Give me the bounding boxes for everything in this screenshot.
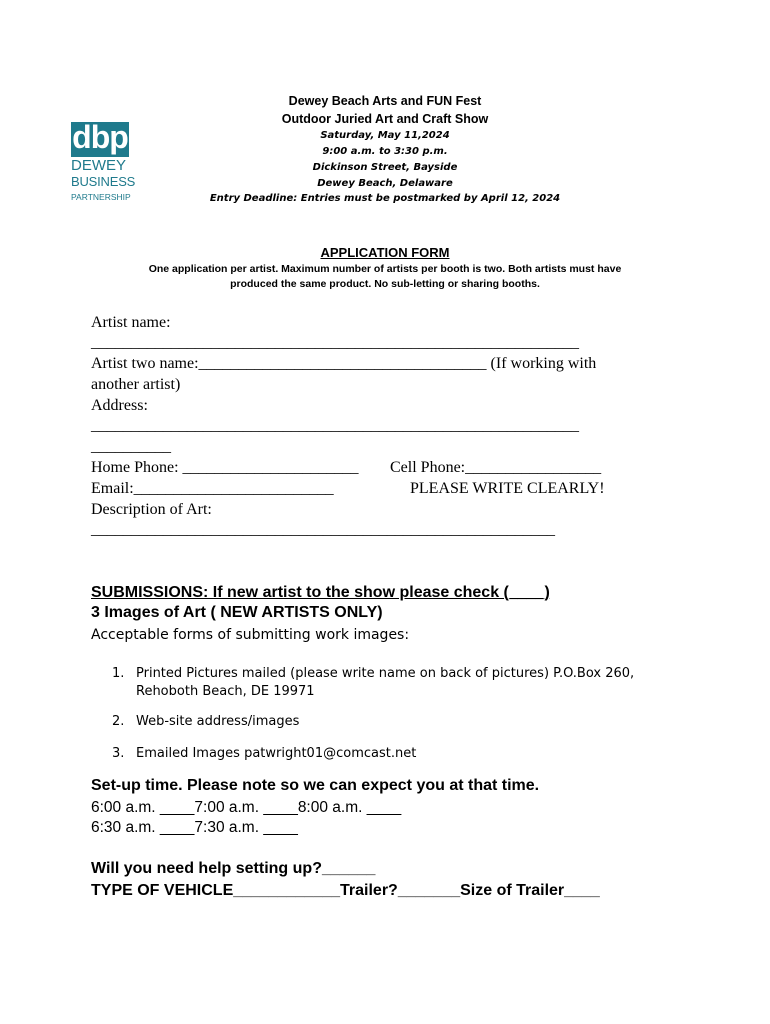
logo-letters: dbp xyxy=(72,119,128,155)
submission-item-1-num: 1. xyxy=(112,666,125,681)
logo-line-dewey: DEWEY xyxy=(71,157,127,174)
write-clearly-note: PLEASE WRITE CLEARLY! xyxy=(410,480,605,497)
form-intro xyxy=(80,262,690,292)
form-title: APPLICATION FORM xyxy=(320,245,450,260)
show-name: Outdoor Juried Art and Craft Show xyxy=(281,112,489,126)
images-heading: 3 Images of Art ( NEW ARTISTS ONLY) xyxy=(91,604,383,621)
description-line[interactable]: __________________________________________________________ xyxy=(91,521,555,538)
address-label: Address: xyxy=(91,397,148,414)
submission-item-1: Printed Pictures mailed (please write name on back of pictures) P.O.Box 260, xyxy=(136,666,635,681)
submission-item-1-cont: Rehoboth Beach, DE 19971 xyxy=(136,684,315,699)
address-line-2[interactable]: __________ xyxy=(91,438,171,455)
email-field[interactable]: Email:_________________________ xyxy=(91,480,334,497)
artist-two-name-field[interactable]: Artist two name:____________________________________ (If working with xyxy=(91,355,597,372)
submission-item-3-num: 3. xyxy=(112,746,125,761)
submission-item-2: Web-site address/images xyxy=(136,714,300,729)
address-line[interactable]: _____________________________________________________________ xyxy=(91,417,579,434)
submissions-heading: SUBMISSIONS: If new artist to the show please check (____) xyxy=(91,584,550,601)
event-street: Dickinson Street, Bayside xyxy=(312,162,458,173)
setup-heading: Set-up time. Please note so we can expect you at that time. xyxy=(91,777,540,794)
setup-help-field[interactable]: Will you need help setting up?______ xyxy=(91,860,376,877)
event-time: 9:00 a.m. to 3:30 p.m. xyxy=(322,146,448,157)
artist-name-line[interactable]: _____________________________________________________________ xyxy=(91,334,579,351)
description-label: Description of Art: xyxy=(91,501,212,518)
logo-line-business: BUSINESS xyxy=(71,174,136,189)
submission-item-3: Emailed Images patwright01@comcast.net xyxy=(136,746,417,761)
setup-times-row-2[interactable]: 6:30 a.m. ____7:30 a.m. ____ xyxy=(91,819,298,836)
event-date: Saturday, May 11,2024 xyxy=(320,130,450,141)
logo-line-partnership: PARTNERSHIP xyxy=(71,192,131,202)
form-intro-line2: produced the same product. No sub-letting or sharing booths. xyxy=(230,278,540,290)
artist-two-note: another artist) xyxy=(91,376,181,393)
home-phone-field[interactable]: Home Phone: ______________________ xyxy=(91,459,359,476)
acceptable-forms: Acceptable forms of submitting work images: xyxy=(91,627,410,643)
event-city: Dewey Beach, Delaware xyxy=(317,178,453,189)
submission-item-2-num: 2. xyxy=(112,714,125,729)
event-name: Dewey Beach Arts and FUN Fest xyxy=(288,94,482,108)
cell-phone-field[interactable]: Cell Phone:_________________ xyxy=(390,459,602,476)
setup-times-row-1[interactable]: 6:00 a.m. ____7:00 a.m. ____8:00 a.m. ____ xyxy=(91,799,402,816)
entry-deadline: Entry Deadline: Entries must be postmarked by April 12, 2024 xyxy=(209,193,561,204)
form-intro-line1: One application per artist. Maximum number of artists per booth is two. Both artists must have xyxy=(148,263,622,275)
vehicle-trailer-field[interactable]: TYPE OF VEHICLE____________Trailer?_______Size of Trailer____ xyxy=(91,882,600,899)
artist-name-label: Artist name: xyxy=(91,314,171,331)
